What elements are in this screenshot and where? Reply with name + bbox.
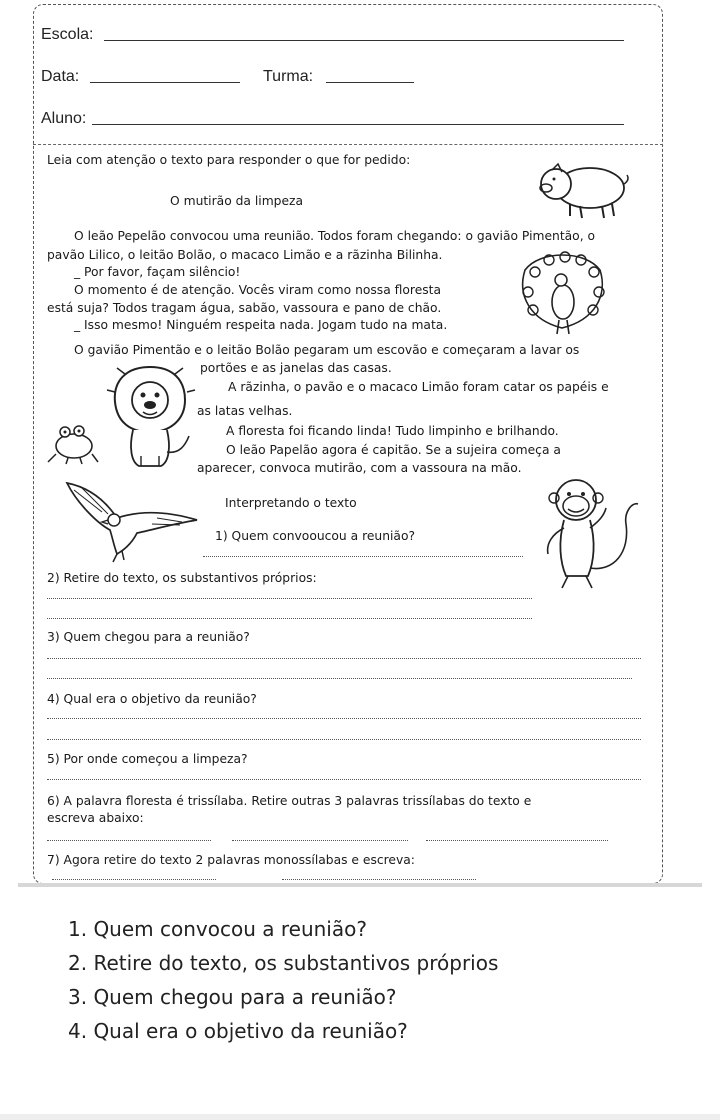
- monkey-illustration: [534, 472, 644, 594]
- question-7: 7) Agora retire do texto 2 palavras monossílabas e escreva:: [47, 853, 415, 867]
- question-4: 4) Qual era o objetivo da reunião?: [47, 692, 257, 706]
- class-field-line: [326, 82, 414, 83]
- story-title: O mutirão da limpeza: [170, 194, 304, 208]
- story-line: portões e as janelas das casas.: [200, 361, 392, 375]
- story-line: pavão Lilico, o leitão Bolão, o macaco Limão e a rãzinha Bilinha.: [47, 248, 443, 262]
- answer-line: [426, 840, 608, 841]
- story-line: O leão Papelão agora é capitão. Se a sujeira começa a: [226, 443, 561, 457]
- answer-line: [47, 840, 211, 841]
- hawk-illustration: [62, 478, 202, 563]
- story-line: está suja? Todos tragam água, sabão, vassoura e pano de chão.: [47, 301, 442, 315]
- answer-line: [232, 840, 408, 841]
- answer-line: [203, 556, 523, 557]
- pig-illustration: [532, 160, 632, 222]
- date-label: Data:: [41, 68, 80, 85]
- interpretation-heading: Interpretando o texto: [225, 496, 357, 510]
- question-6: 6) A palavra floresta é trissílaba. Retire outras 3 palavras trissílabas do texto e: [47, 794, 532, 808]
- date-field-line: [90, 82, 240, 83]
- story-line: _ Por favor, façam silêncio!: [74, 265, 241, 279]
- question-2: 2) Retire do texto, os substantivos próprios:: [47, 571, 317, 585]
- page-edge-shadow: [18, 883, 702, 887]
- student-label: Aluno:: [41, 110, 87, 127]
- story-line: A rãzinha, o pavão e o macaco Limão foram catar os papéis e: [228, 380, 609, 394]
- question-3: 3) Quem chegou para a reunião?: [47, 630, 250, 644]
- answer-line: [47, 678, 632, 679]
- question-1: 1) Quem convooucou a reunião?: [215, 529, 416, 543]
- school-label: Escola:: [41, 26, 94, 43]
- story-line: O leão Pepelão convocou uma reunião. Todos foram chegando: o gavião Pimentão, o: [74, 229, 596, 243]
- class-label: Turma:: [263, 68, 314, 85]
- answer-line: [47, 618, 532, 619]
- peacock-illustration: [515, 250, 610, 340]
- answer-line: [47, 739, 641, 740]
- answer-line: [47, 598, 532, 599]
- list-item: 2. Retire do texto, os substantivos próprios: [68, 951, 499, 975]
- story-line: _ Isso mesmo! Ninguém respeita nada. Jogam tudo na mata.: [74, 318, 448, 332]
- horizontal-scrollbar[interactable]: [0, 1114, 720, 1120]
- instructions: Leia com atenção o texto para responder o que for pedido:: [47, 153, 411, 167]
- story-line: aparecer, convoca mutirão, com a vassoura na mão.: [197, 461, 522, 475]
- typed-question-list: [68, 912, 498, 1048]
- school-field-line: [104, 40, 624, 41]
- answer-line: [282, 879, 476, 880]
- question-5: 5) Por onde começou a limpeza?: [47, 752, 248, 766]
- story-line: as latas velhas.: [197, 404, 293, 418]
- list-item: 4. Qual era o objetivo da reunião?: [68, 1019, 408, 1043]
- list-item: 1. Quem convocou a reunião?: [68, 917, 367, 941]
- frog-illustration: [46, 418, 101, 466]
- lion-illustration: [105, 362, 197, 470]
- answer-line: [47, 779, 641, 780]
- answer-line: [47, 718, 641, 719]
- answer-line: [52, 879, 216, 880]
- question-6-cont: escreva abaixo:: [47, 811, 144, 825]
- list-item: 3. Quem chegou para a reunião?: [68, 985, 397, 1009]
- story-line: O momento é de atenção. Vocês viram como nossa floresta: [74, 283, 442, 297]
- story-line: A floresta foi ficando linda! Tudo limpinho e brilhando.: [226, 424, 559, 438]
- student-field-line: [92, 124, 624, 125]
- story-line: O gavião Pimentão e o leitão Bolão pegaram um escovão e começaram a lavar os: [74, 343, 580, 357]
- answer-line: [47, 658, 641, 659]
- section-divider: [33, 144, 663, 145]
